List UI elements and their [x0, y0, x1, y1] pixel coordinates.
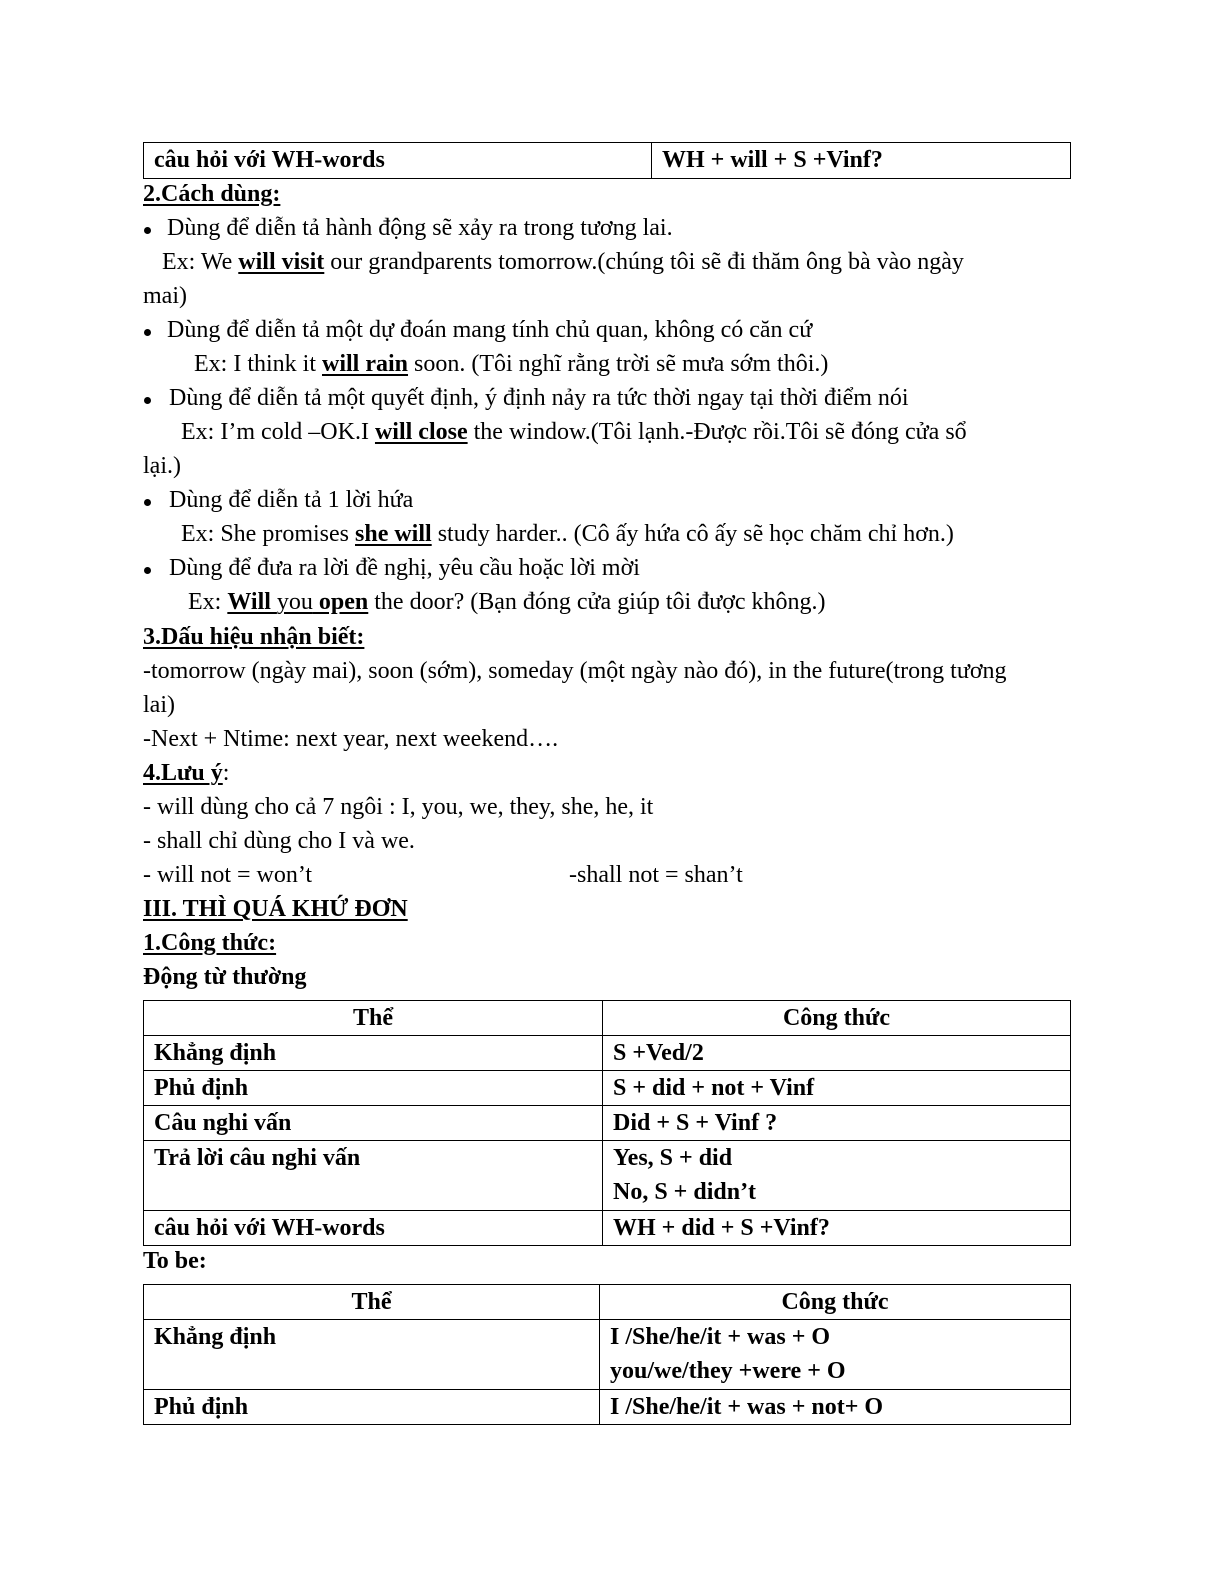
formula-cell: S + did + not + Vinf: [603, 1071, 1071, 1106]
form-cell: Khẳng định: [144, 1036, 603, 1071]
example-line: Ex: We will visit our grandparents tomorrow.(chúng tôi sẽ đi thăm ông bà vào ngày: [162, 249, 964, 275]
example-line: Ex: She promises she will study harder.. (Cô ấy hứa cô ấy sẽ học chăm chỉ hơn.): [181, 521, 954, 547]
note-line: - will not = won’t: [143, 862, 313, 888]
form-cell: câu hỏi với WH-words: [144, 1211, 603, 1246]
signal-words-line: -Next + Ntime: next year, next weekend….: [143, 726, 559, 752]
table-row: [144, 143, 1071, 179]
example-continuation: mai): [143, 283, 187, 309]
bullet-icon: [144, 397, 151, 404]
note-line: -shall not = shan’t: [569, 862, 743, 888]
subsection-label: Động từ thường: [143, 964, 307, 990]
table-row: [144, 1141, 1071, 1211]
formula-cell: S +Ved/2: [603, 1036, 1071, 1071]
formula-cell: I /She/he/it + was + O you/we/they +were + O: [600, 1320, 1071, 1390]
formula-cell: Yes, S + did No, S + didn’t: [603, 1141, 1071, 1211]
note-line: - shall chỉ dùng cho I và we.: [143, 828, 415, 854]
example-emphasis: open: [312, 589, 369, 615]
bullet-icon: [144, 567, 151, 574]
bullet-icon: [144, 227, 151, 234]
note-line: - will dùng cho cả 7 ngôi : I, you, we, they, she, he, it: [143, 794, 654, 820]
form-cell: câu hỏi với WH-words: [144, 143, 652, 179]
column-header: Công thức: [603, 1001, 1071, 1036]
section-heading: 4.Lưu ý:: [143, 760, 230, 786]
section-heading: 1.Công thức:: [143, 930, 277, 956]
table-header-row: [144, 1285, 1071, 1320]
table-row: [144, 1390, 1071, 1425]
form-cell: Khẳng định: [144, 1320, 600, 1390]
formula-cell: I /She/he/it + was + not+ O: [600, 1390, 1071, 1425]
column-header: Thể: [144, 1001, 603, 1036]
example-emphasis: will rain: [322, 351, 409, 377]
subsection-label: To be:: [143, 1248, 207, 1274]
table-row: [144, 1106, 1071, 1141]
signal-words-continuation: lai): [143, 692, 175, 718]
example-emphasis: Will: [227, 589, 277, 615]
usage-item: Dùng để diễn tả hành động sẽ xảy ra trong tương lai.: [167, 215, 673, 241]
usage-item: Dùng để diễn tả một dự đoán mang tính chủ quan, không có căn cứ: [167, 317, 813, 343]
bullet-icon: [144, 329, 151, 336]
example-emphasis: will visit: [238, 249, 325, 275]
table-row: [144, 1211, 1071, 1246]
formula-cell: Did + S + Vinf ?: [603, 1106, 1071, 1141]
form-cell: Phủ định: [144, 1390, 600, 1425]
example-emphasis: will close: [374, 419, 468, 445]
formula-cell: WH + will + S +Vinf?: [652, 143, 1071, 179]
usage-item: Dùng để diễn tả một quyết định, ý định nảy ra tức thời ngay tại thời điểm nói: [169, 385, 909, 411]
section-heading: 3.Dấu hiệu nhận biết:: [143, 624, 365, 650]
signal-words-line: -tomorrow (ngày mai), soon (sớm), someday (một ngày nào đó), in the future(trong tương: [143, 658, 1007, 684]
form-cell: Phủ định: [144, 1071, 603, 1106]
column-header: Công thức: [600, 1285, 1071, 1320]
formula-table-to-be: [143, 1284, 1071, 1425]
table-row: [144, 1071, 1071, 1106]
example-line: Ex: I think it will rain soon. (Tôi nghĩ rằng trời sẽ mưa sớm thôi.): [194, 351, 829, 377]
usage-item: Dùng để đưa ra lời đề nghị, yêu cầu hoặc lời mời: [169, 555, 640, 581]
table-row: [144, 1036, 1071, 1071]
top-table: [143, 142, 1071, 179]
form-cell: Trả lời câu nghi vấn: [144, 1141, 603, 1211]
chapter-heading: III. THÌ QUÁ KHỨ ĐƠN: [143, 896, 408, 922]
table-row: [144, 1320, 1071, 1390]
usage-item: Dùng để diễn tả 1 lời hứa: [169, 487, 414, 513]
column-header: Thể: [144, 1285, 600, 1320]
example-continuation: lại.): [143, 453, 181, 479]
formula-cell: WH + did + S +Vinf?: [603, 1211, 1071, 1246]
bullet-icon: [144, 499, 151, 506]
example-line: Ex: I’m cold –OK.I will close the window.(Tôi lạnh.-Được rồi.Tôi sẽ đóng cửa sổ: [181, 419, 967, 445]
example-emphasis: she will: [355, 521, 432, 547]
form-cell: Câu nghi vấn: [144, 1106, 603, 1141]
table-header-row: [144, 1001, 1071, 1036]
example-line: Ex: Will you open the door? (Bạn đóng cửa giúp tôi được không.): [188, 589, 826, 615]
section-heading: 2.Cách dùng:: [143, 181, 281, 207]
formula-table-regular-verbs: [143, 1000, 1071, 1246]
